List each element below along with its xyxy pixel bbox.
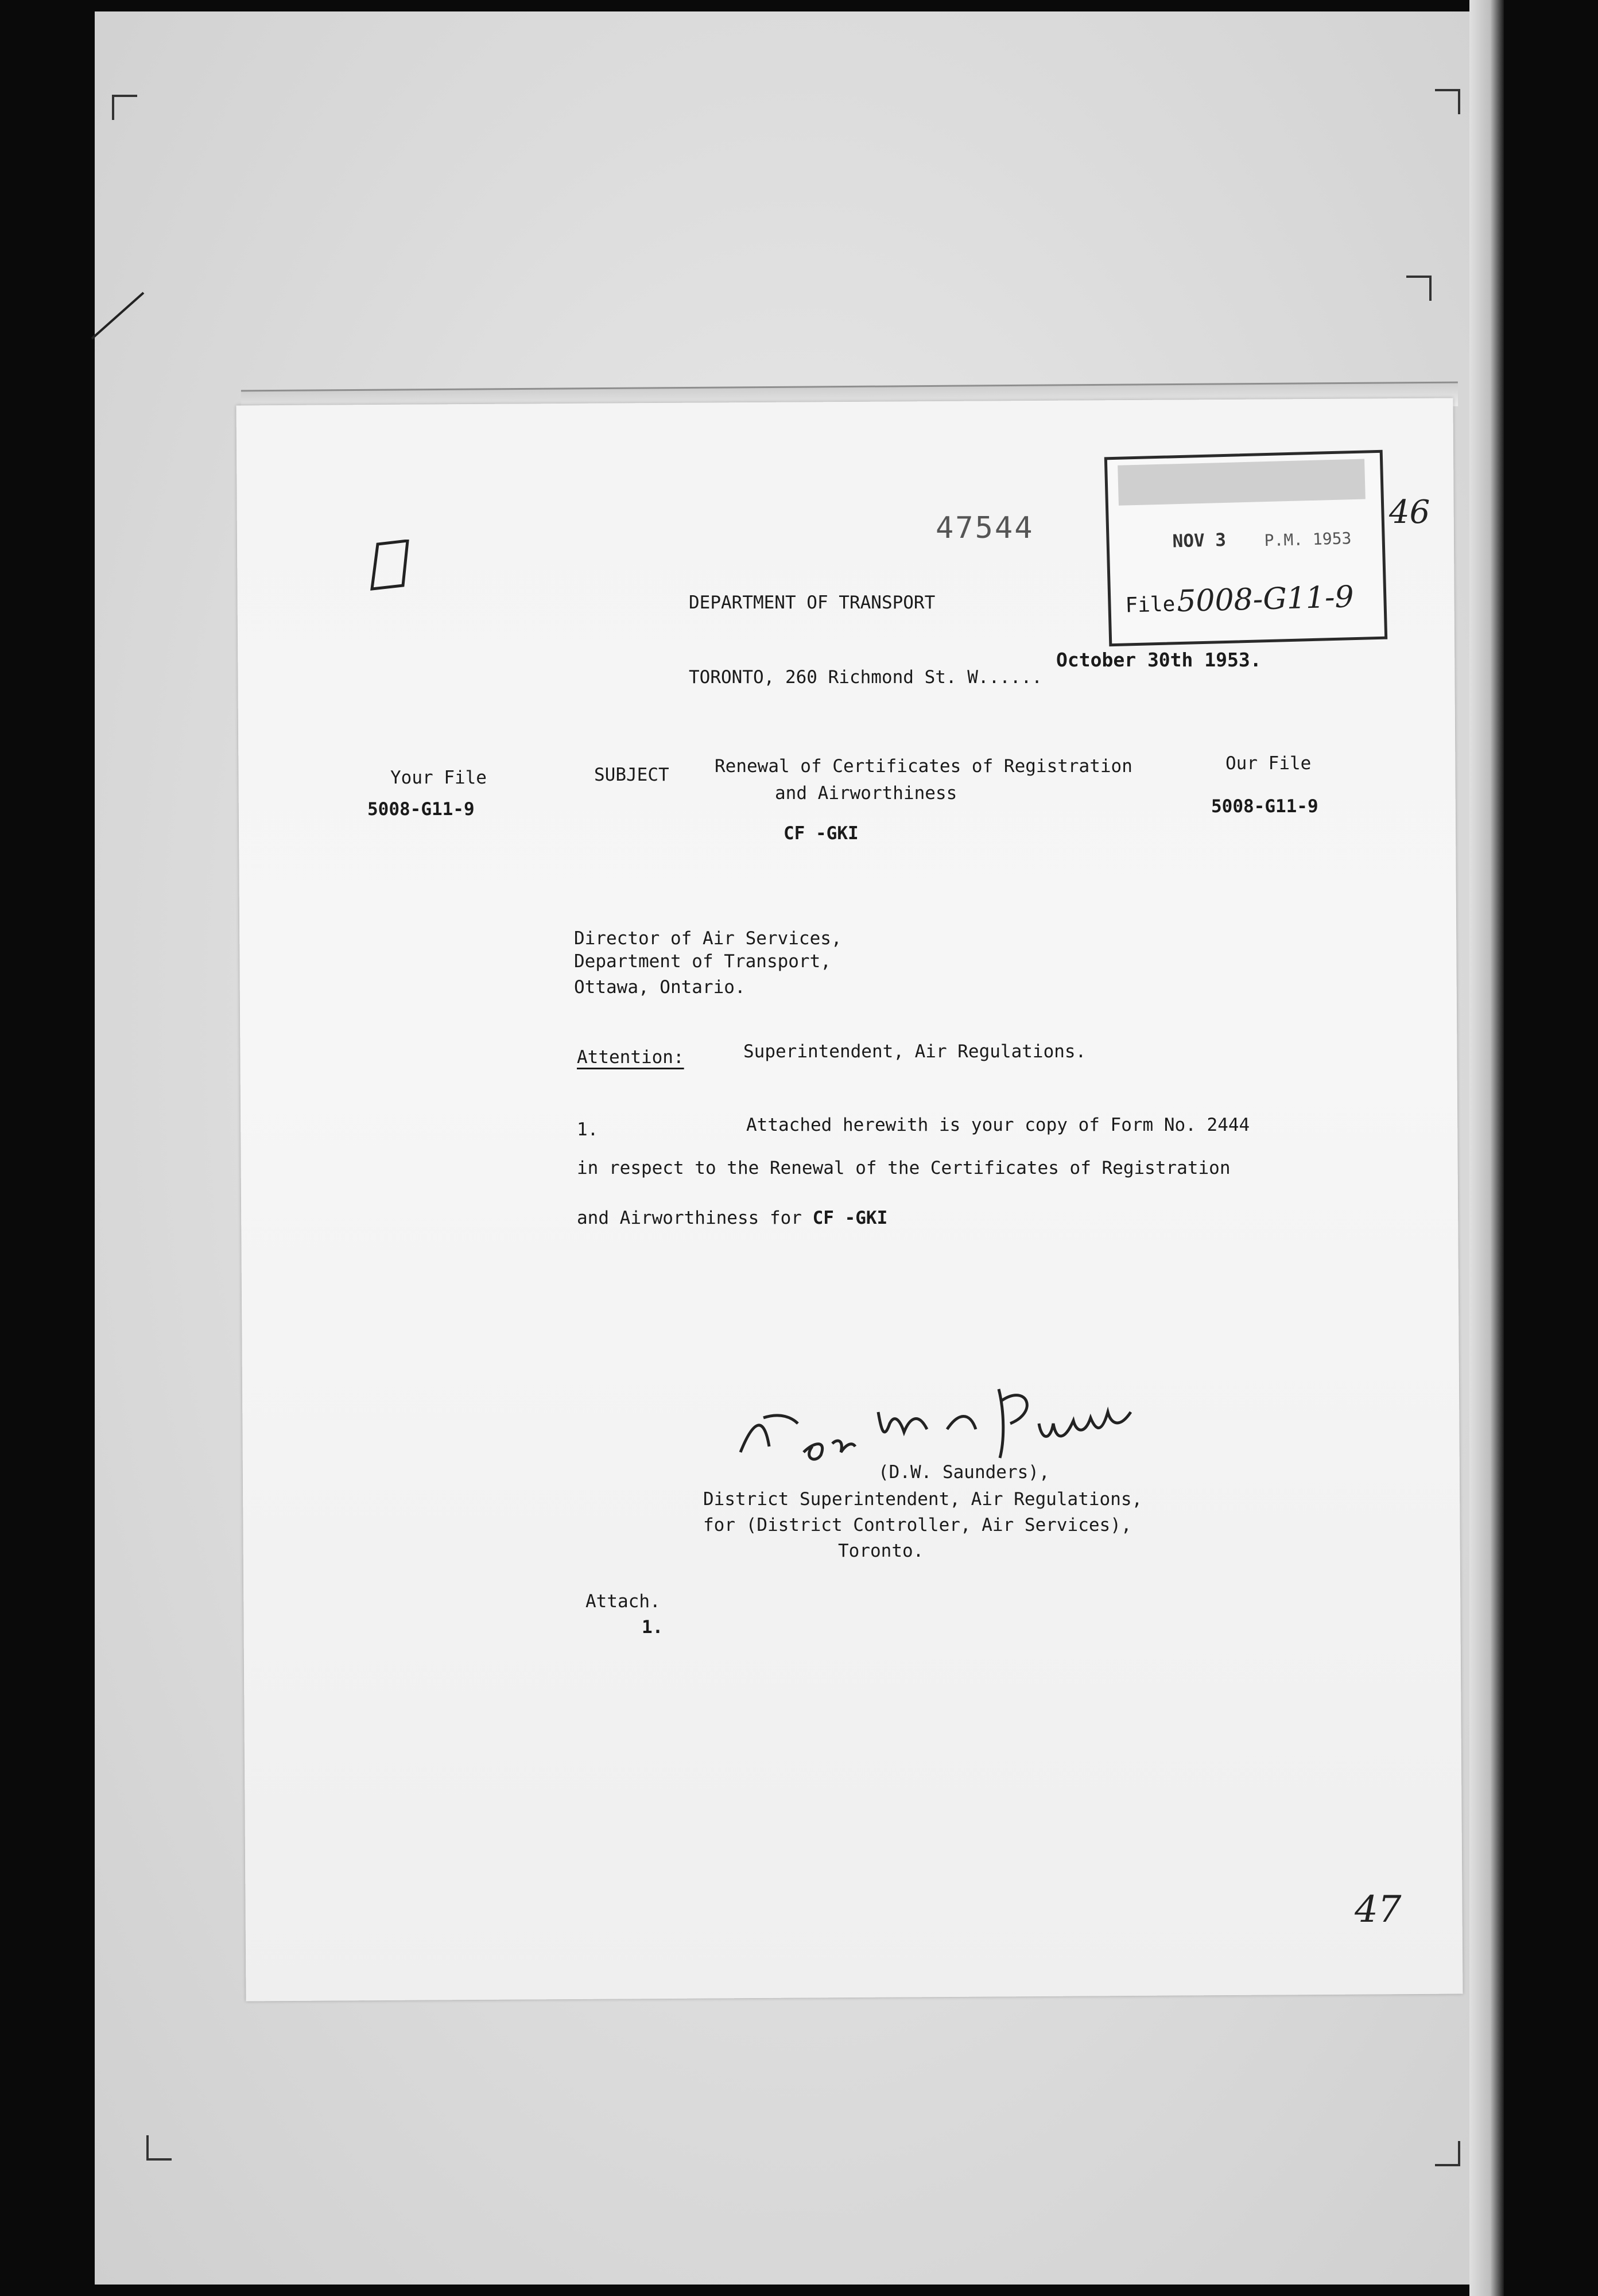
film-edge xyxy=(1469,0,1504,2296)
page-number-bottom: 47 xyxy=(1355,1888,1402,1931)
crop-mark-top-left xyxy=(112,95,137,120)
stamp-time: P.M. 1953 xyxy=(1264,529,1352,550)
our-file-number: 5008-G11-9 xyxy=(1211,796,1318,817)
attention-label: Attention: xyxy=(577,1047,684,1068)
paragraph-line-3-registration: CF -GKI xyxy=(812,1208,888,1228)
letter-date: October 30th 1953. xyxy=(1056,649,1262,671)
paragraph-line-3 xyxy=(577,1207,887,1230)
subject-label: SUBJECT xyxy=(594,765,669,785)
crop-mark-mid-right xyxy=(1406,276,1432,301)
scratch-line xyxy=(86,287,155,344)
address-line: TORONTO, 260 Richmond St. W...... xyxy=(689,667,1042,688)
attention-value: Superintendent, Air Regulations. xyxy=(743,1041,1087,1062)
document-number: 47544 xyxy=(936,511,1034,545)
paragraph-line-2: in respect to the Renewal of the Certificates of Registration xyxy=(577,1158,1231,1178)
subject-line-1: Renewal of Certificates of Registration xyxy=(715,756,1132,777)
your-file-number: 5008-G11-9 xyxy=(367,799,475,820)
subject-registration: CF -GKI xyxy=(784,823,859,844)
your-file-label: Your File xyxy=(390,767,487,788)
signatory-title: District Superintendent, Air Regulations, xyxy=(703,1489,1143,1510)
subject-line-2: and Airworthiness xyxy=(775,783,957,804)
crop-mark-bottom-right xyxy=(1435,2141,1460,2166)
stamp-file-label: File xyxy=(1125,592,1176,618)
signatory-for: for (District Controller, Air Services), xyxy=(703,1515,1132,1535)
crop-mark-bottom-left xyxy=(146,2135,172,2161)
stamp-date: NOV 3 xyxy=(1172,529,1227,552)
crop-mark-top-right xyxy=(1435,89,1460,114)
signatory-name: (D.W. Saunders), xyxy=(878,1462,1050,1483)
stamp-file-number: 5008-G11-9 xyxy=(1176,580,1355,619)
our-file-label: Our File xyxy=(1225,753,1312,774)
checkbox-icon xyxy=(367,540,413,591)
stamp-faded-header xyxy=(1118,459,1366,506)
recipient-line-2: Department of Transport, xyxy=(574,951,831,972)
attach-count: 1. xyxy=(642,1617,664,1638)
paragraph-line-1: Attached herewith is your copy of Form No. 2444 xyxy=(746,1115,1250,1135)
recipient-line-1: Director of Air Services, xyxy=(574,928,842,949)
signatory-city: Toronto. xyxy=(838,1541,924,1561)
paragraph-number: 1. xyxy=(577,1119,599,1140)
recipient-line-3: Ottawa, Ontario. xyxy=(574,977,746,998)
received-stamp xyxy=(1104,450,1387,647)
attach-label: Attach. xyxy=(585,1591,661,1612)
page-number-top: 46 xyxy=(1389,494,1430,531)
department-heading: DEPARTMENT OF TRANSPORT xyxy=(689,592,936,613)
paragraph-line-3-text: and Airworthiness for xyxy=(577,1208,802,1228)
